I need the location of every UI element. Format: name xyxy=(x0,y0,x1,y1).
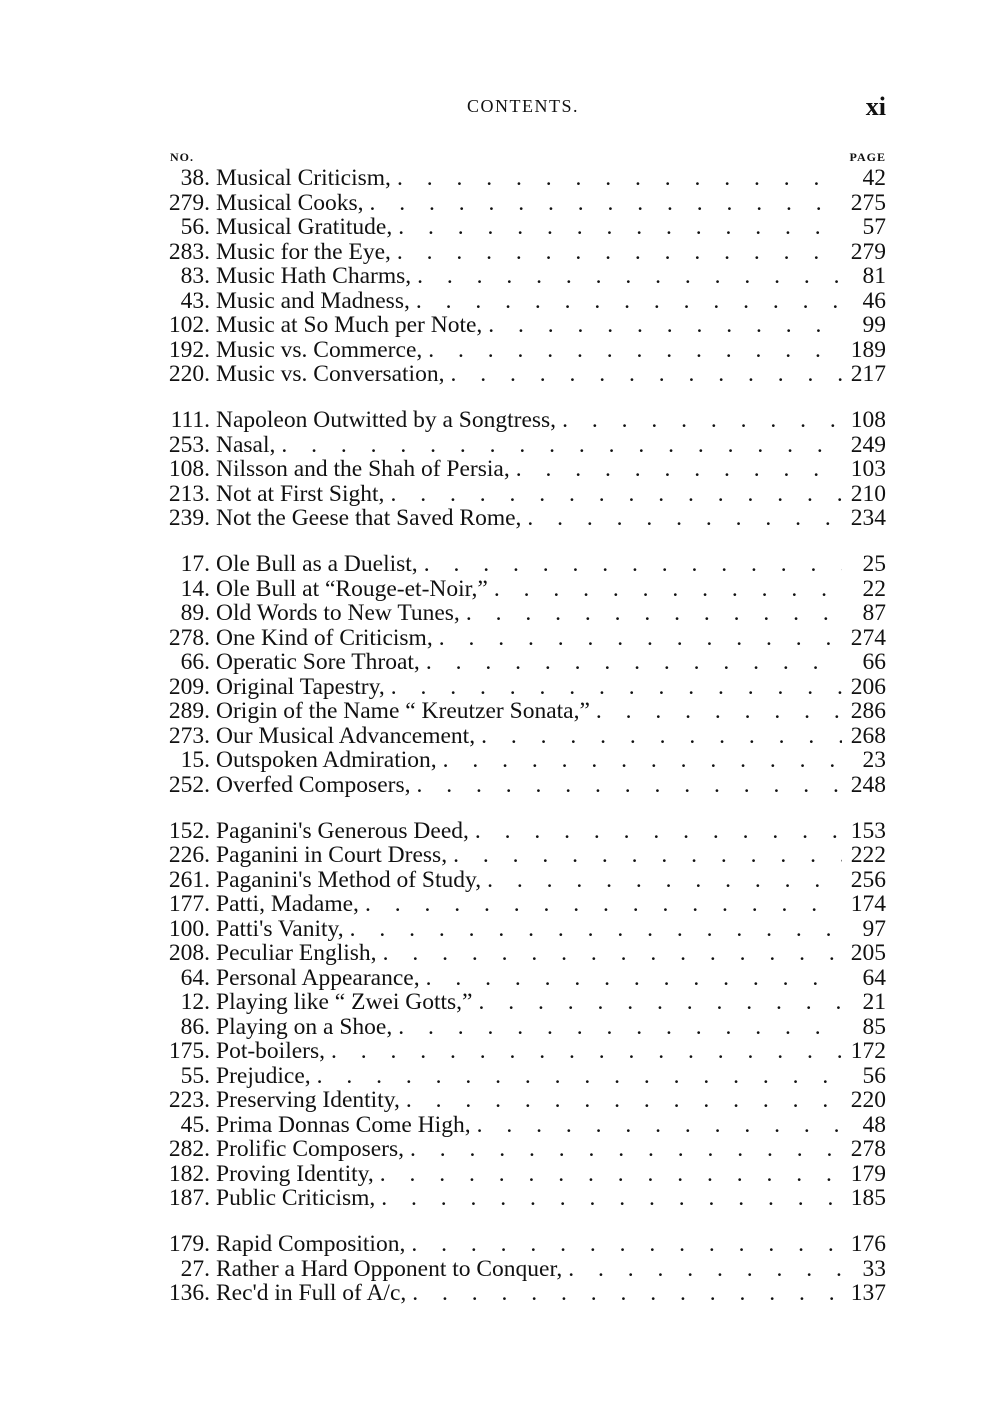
entry-title: Overfed Composers, xyxy=(216,771,411,798)
dot-leader xyxy=(365,892,842,917)
entry-title: Ole Bull at “Rouge-et-Noir,” xyxy=(216,575,488,602)
contents-entry xyxy=(160,506,886,531)
entry-title: Proving Identity, xyxy=(216,1160,374,1187)
page-column-header: PAGE xyxy=(849,150,886,164)
entry-number: 86. xyxy=(180,1013,210,1040)
contents-entry xyxy=(160,1088,886,1113)
dot-leader xyxy=(424,552,842,577)
entry-title: Ole Bull as a Duelist, xyxy=(216,551,418,577)
entry-page: 174 xyxy=(850,891,886,917)
entry-number: 152. xyxy=(168,817,210,844)
dot-leader xyxy=(479,990,843,1015)
entry-page: 46 xyxy=(862,287,886,314)
entry-number: 14. xyxy=(180,575,210,602)
contents-entry xyxy=(160,601,886,626)
dot-leader xyxy=(397,166,842,191)
entry-page: 268 xyxy=(850,722,886,749)
entry-number: 278. xyxy=(168,624,210,651)
dot-leader xyxy=(475,819,842,844)
entry-number: 282. xyxy=(168,1136,210,1162)
entry-number: 261. xyxy=(168,866,210,893)
number-column-header: NO. xyxy=(170,150,194,164)
page-number: xi xyxy=(865,92,886,121)
dot-leader xyxy=(398,1015,842,1040)
entry-number: 239. xyxy=(168,505,210,531)
entry-page: 42 xyxy=(862,165,886,191)
entry-number: 89. xyxy=(180,600,210,626)
entry-number: 279. xyxy=(168,189,210,216)
entry-number: 192. xyxy=(168,336,210,363)
entry-page: 248 xyxy=(850,771,886,798)
entry-page: 275 xyxy=(850,189,886,216)
dot-leader xyxy=(487,868,842,893)
dot-leader xyxy=(411,1232,842,1257)
dot-leader xyxy=(416,289,842,314)
entry-title: Playing on a Shoe, xyxy=(216,1013,393,1040)
entry-page: 278 xyxy=(850,1136,886,1162)
entry-title: Music Hath Charms, xyxy=(216,263,412,289)
entry-title: Prima Donnas Come High, xyxy=(216,1111,471,1138)
entry-number: 273. xyxy=(168,722,210,749)
entry-title: Outspoken Admiration, xyxy=(216,747,437,773)
dot-leader xyxy=(439,626,842,651)
entry-title: Preserving Identity, xyxy=(216,1087,400,1113)
page-title: CONTENTS. xyxy=(467,96,579,116)
contents-entry xyxy=(160,675,886,700)
entry-number: 253. xyxy=(168,431,210,458)
entry-number: 252. xyxy=(168,771,210,798)
entry-title: Playing like “ Zwei Gotts,” xyxy=(216,989,473,1015)
entry-page: 176 xyxy=(850,1231,886,1257)
entry-page: 137 xyxy=(850,1280,886,1306)
contents-group xyxy=(160,1232,886,1306)
entry-number: 56. xyxy=(180,214,210,240)
entry-number: 17. xyxy=(180,551,210,577)
entry-title: Rapid Composition, xyxy=(216,1231,406,1257)
contents-entry xyxy=(160,240,886,265)
entry-title: Not at First Sight, xyxy=(216,480,385,507)
contents-entry xyxy=(160,1162,886,1187)
dot-leader xyxy=(466,601,842,626)
contents-entry xyxy=(160,1113,886,1138)
entry-page: 64 xyxy=(862,964,886,991)
entry-number: 12. xyxy=(180,989,210,1015)
entry-number: 100. xyxy=(168,915,210,942)
dot-leader xyxy=(562,408,842,433)
dot-leader xyxy=(397,240,842,265)
entry-page: 279 xyxy=(850,238,886,265)
entry-title: Pot-boilers, xyxy=(216,1038,326,1064)
dot-leader xyxy=(383,941,842,966)
entry-number: 187. xyxy=(168,1185,210,1211)
dot-leader xyxy=(406,1088,842,1113)
dot-leader xyxy=(450,362,842,387)
entry-page: 21 xyxy=(862,989,886,1015)
dot-leader xyxy=(281,433,842,458)
entry-number: 209. xyxy=(168,673,210,700)
entry-number: 45. xyxy=(180,1111,210,1138)
contents-entry xyxy=(160,433,886,458)
dot-leader xyxy=(481,724,842,749)
contents-entry xyxy=(160,166,886,191)
entry-title: Old Words to New Tunes, xyxy=(216,600,460,626)
entry-page: 189 xyxy=(850,336,886,363)
entry-number: 102. xyxy=(168,312,210,338)
entry-number: 283. xyxy=(168,238,210,265)
entry-title: Peculiar English, xyxy=(216,940,377,966)
contents-entry xyxy=(160,724,886,749)
entry-number: 108. xyxy=(168,456,210,482)
dot-leader xyxy=(477,1113,842,1138)
dot-leader xyxy=(410,1137,842,1162)
entry-title: Origin of the Name “ Kreutzer Sonata,” xyxy=(216,698,590,724)
entry-page: 179 xyxy=(850,1160,886,1187)
entry-title: Musical Criticism, xyxy=(216,165,391,191)
contents-entry xyxy=(160,917,886,942)
entry-page: 205 xyxy=(850,940,886,966)
entry-page: 81 xyxy=(862,263,886,289)
contents-entry xyxy=(160,313,886,338)
contents-entry xyxy=(160,338,886,363)
dot-leader xyxy=(398,215,842,240)
entry-title: Our Musical Advancement, xyxy=(216,722,476,749)
entry-number: 55. xyxy=(180,1062,210,1089)
entry-page: 220 xyxy=(850,1087,886,1113)
entry-page: 206 xyxy=(850,673,886,700)
dot-leader xyxy=(381,1186,842,1211)
entry-title: Rec'd in Full of A/c, xyxy=(216,1280,407,1306)
entry-title: Music vs. Conversation, xyxy=(216,361,445,387)
dot-leader xyxy=(527,506,842,531)
entry-page: 66 xyxy=(862,649,886,675)
contents-entry xyxy=(160,773,886,798)
contents-entry xyxy=(160,892,886,917)
contents-group xyxy=(160,552,886,797)
entry-page: 56 xyxy=(862,1062,886,1089)
entry-number: 15. xyxy=(180,747,210,773)
contents-entry xyxy=(160,966,886,991)
entry-page: 22 xyxy=(862,575,886,602)
entry-number: 179. xyxy=(168,1231,210,1257)
entry-number: 83. xyxy=(180,263,210,289)
contents-group xyxy=(160,819,886,1211)
contents-entry xyxy=(160,1039,886,1064)
dot-leader xyxy=(443,748,842,773)
contents-entry xyxy=(160,868,886,893)
dot-leader xyxy=(390,482,842,507)
dot-leader xyxy=(488,313,842,338)
dot-leader xyxy=(391,675,842,700)
contents-group xyxy=(160,408,886,531)
dot-leader xyxy=(331,1039,842,1064)
entry-title: Musical Cooks, xyxy=(216,189,364,216)
dot-leader xyxy=(494,577,842,602)
entry-title: Nilsson and the Shah of Persia, xyxy=(216,456,510,482)
entry-title: Patti, Madame, xyxy=(216,891,359,917)
entry-number: 289. xyxy=(168,698,210,724)
dot-leader xyxy=(596,699,842,724)
entry-page: 249 xyxy=(850,431,886,458)
entry-number: 27. xyxy=(180,1255,210,1282)
contents-list xyxy=(160,166,886,1306)
contents-entry xyxy=(160,362,886,387)
dot-leader xyxy=(412,1281,842,1306)
entry-page: 286 xyxy=(850,698,886,724)
entry-page: 108 xyxy=(850,407,886,433)
contents-entry xyxy=(160,626,886,651)
dot-leader xyxy=(370,191,842,216)
contents-entry xyxy=(160,941,886,966)
contents-entry xyxy=(160,748,886,773)
entry-page: 25 xyxy=(862,551,886,577)
entry-title: Paganini's Generous Deed, xyxy=(216,817,469,844)
entry-page: 57 xyxy=(862,214,886,240)
entry-number: 213. xyxy=(168,480,210,507)
contents-entry xyxy=(160,408,886,433)
entry-title: Original Tapestry, xyxy=(216,673,385,700)
contents-entry xyxy=(160,1015,886,1040)
contents-entry xyxy=(160,650,886,675)
entry-page: 23 xyxy=(862,747,886,773)
entry-title: Paganini in Court Dress, xyxy=(216,842,448,868)
entry-title: Rather a Hard Opponent to Conquer, xyxy=(216,1255,563,1282)
dot-leader xyxy=(417,264,842,289)
contents-entry xyxy=(160,1186,886,1211)
dot-leader xyxy=(317,1064,842,1089)
entry-page: 85 xyxy=(862,1013,886,1040)
entry-title: Prejudice, xyxy=(216,1062,311,1089)
entry-title: Nasal, xyxy=(216,431,276,458)
contents-entry xyxy=(160,699,886,724)
contents-entry xyxy=(160,990,886,1015)
entry-number: 208. xyxy=(168,940,210,966)
entry-number: 175. xyxy=(168,1038,210,1064)
entry-number: 177. xyxy=(168,891,210,917)
entry-number: 182. xyxy=(168,1160,210,1187)
contents-entry xyxy=(160,457,886,482)
entry-title: Music for the Eye, xyxy=(216,238,391,265)
entry-number: 43. xyxy=(180,287,210,314)
entry-title: Music and Madness, xyxy=(216,287,410,314)
entry-title: Operatic Sore Throat, xyxy=(216,649,420,675)
entry-title: Public Criticism, xyxy=(216,1185,376,1211)
contents-entry xyxy=(160,843,886,868)
dot-leader xyxy=(428,338,842,363)
entry-page: 274 xyxy=(850,624,886,651)
contents-entry xyxy=(160,1257,886,1282)
dot-leader xyxy=(453,843,842,868)
entry-title: Personal Appearance, xyxy=(216,964,420,991)
contents-entry xyxy=(160,1137,886,1162)
entry-page: 185 xyxy=(850,1185,886,1211)
dot-leader xyxy=(380,1162,842,1187)
entry-page: 99 xyxy=(862,312,886,338)
contents-entry xyxy=(160,482,886,507)
dot-leader xyxy=(568,1257,842,1282)
entry-number: 223. xyxy=(168,1087,210,1113)
entry-title: Patti's Vanity, xyxy=(216,915,344,942)
running-header xyxy=(160,92,886,122)
entry-page: 210 xyxy=(850,480,886,507)
entry-page: 33 xyxy=(862,1255,886,1282)
contents-group xyxy=(160,166,886,387)
entry-page: 256 xyxy=(850,866,886,893)
contents-entry xyxy=(160,1281,886,1306)
entry-title: Not the Geese that Saved Rome, xyxy=(216,505,522,531)
entry-title: Napoleon Outwitted by a Songtress, xyxy=(216,407,557,433)
entry-page: 103 xyxy=(850,456,886,482)
entry-page: 48 xyxy=(862,1111,886,1138)
entry-number: 136. xyxy=(168,1280,210,1306)
contents-entry xyxy=(160,264,886,289)
contents-entry xyxy=(160,191,886,216)
contents-entry xyxy=(160,1064,886,1089)
contents-entry xyxy=(160,289,886,314)
dot-leader xyxy=(350,917,842,942)
dot-leader xyxy=(426,966,842,991)
entry-page: 172 xyxy=(850,1038,886,1064)
entry-number: 38. xyxy=(180,165,210,191)
entry-page: 217 xyxy=(850,361,886,387)
entry-page: 87 xyxy=(862,600,886,626)
dot-leader xyxy=(426,650,842,675)
entry-page: 234 xyxy=(850,505,886,531)
entry-title: Paganini's Method of Study, xyxy=(216,866,482,893)
entry-page: 153 xyxy=(850,817,886,844)
entry-page: 222 xyxy=(850,842,886,868)
dot-leader xyxy=(416,773,842,798)
column-headers xyxy=(160,150,886,164)
entry-page: 97 xyxy=(862,915,886,942)
contents-entry xyxy=(160,819,886,844)
contents-entry xyxy=(160,1232,886,1257)
entry-number: 220. xyxy=(168,361,210,387)
entry-title: Music vs. Commerce, xyxy=(216,336,423,363)
entry-title: Prolific Composers, xyxy=(216,1136,404,1162)
contents-entry xyxy=(160,552,886,577)
entry-title: Musical Gratitude, xyxy=(216,214,393,240)
contents-entry xyxy=(160,577,886,602)
entry-title: Music at So Much per Note, xyxy=(216,312,483,338)
entry-number: 66. xyxy=(180,649,210,675)
entry-number: 226. xyxy=(168,842,210,868)
entry-number: 64. xyxy=(180,964,210,991)
entry-title: One Kind of Criticism, xyxy=(216,624,433,651)
entry-number: 111. xyxy=(170,407,210,433)
dot-leader xyxy=(516,457,842,482)
contents-entry xyxy=(160,215,886,240)
